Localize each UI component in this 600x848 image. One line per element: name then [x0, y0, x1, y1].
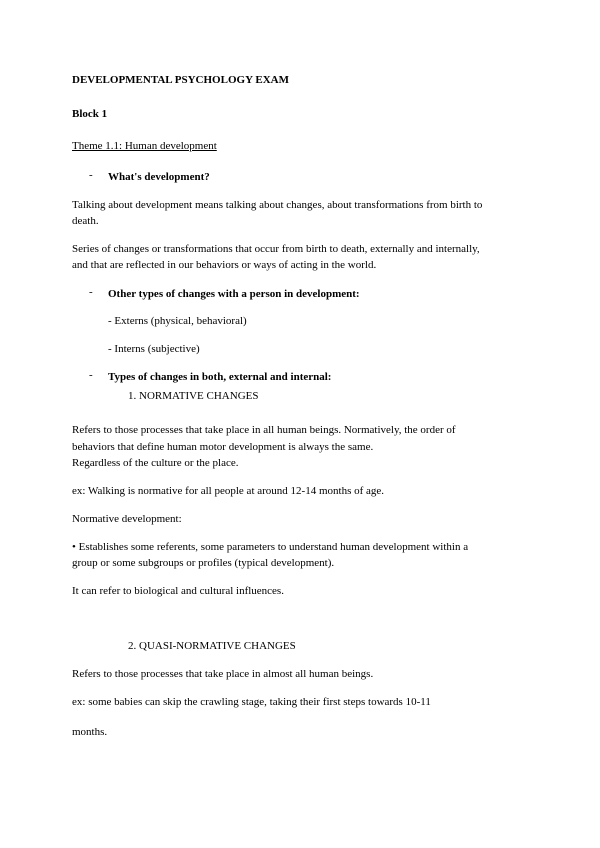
paragraph-line: It can refer to biological and cultural influences. — [72, 585, 284, 597]
paragraph-line: and that are reflected in our behaviors or ways of acting in the world. — [72, 259, 377, 271]
example-continuation: months. — [72, 726, 108, 738]
normative-development-label: Normative development: — [72, 513, 182, 525]
paragraph-line: Refers to those processes that take place in all human beings. Normatively, the order of — [72, 424, 456, 436]
normative-heading: 1. NORMATIVE CHANGES — [128, 390, 259, 402]
bullet-dash: - — [89, 286, 93, 298]
document-title: DEVELOPMENTAL PSYCHOLOGY EXAM — [72, 74, 289, 86]
paragraph-line: Refers to those processes that take place in almost all human beings. — [72, 668, 374, 680]
section-whats-development: What's development? — [108, 171, 210, 183]
paragraph-line: behaviors that define human motor development is always the same. — [72, 441, 374, 453]
list-item: - Interns (subjective) — [108, 343, 200, 355]
theme-heading: Theme 1.1: Human development — [72, 140, 217, 152]
example-line: ex: some babies can skip the crawling stage, taking their first steps towards 10-11 — [72, 696, 431, 708]
bullet-dash: - — [89, 169, 93, 181]
section-other-types: Other types of changes with a person in development: — [108, 288, 360, 300]
list-item: - Externs (physical, behavioral) — [108, 315, 247, 327]
quasi-normative-heading: 2. QUASI-NORMATIVE CHANGES — [128, 640, 296, 652]
bullet-line: group or some subgroups or profiles (typical development). — [72, 557, 335, 569]
paragraph-line: Talking about development means talking about changes, about transformations from birth to — [72, 199, 483, 211]
bullet-dash: - — [89, 369, 93, 381]
bullet-line: • Establishes some referents, some parameters to understand human development within a — [72, 541, 469, 553]
example-line: ex: Walking is normative for all people at around 12-14 months of age. — [72, 485, 385, 497]
paragraph-line: Regardless of the culture or the place. — [72, 457, 239, 469]
block-heading: Block 1 — [72, 108, 108, 120]
paragraph-line: Series of changes or transformations that occur from birth to death, externally and internally, — [72, 243, 480, 255]
paragraph-line: death. — [72, 215, 99, 227]
section-types-both: Types of changes in both, external and internal: — [108, 371, 332, 383]
